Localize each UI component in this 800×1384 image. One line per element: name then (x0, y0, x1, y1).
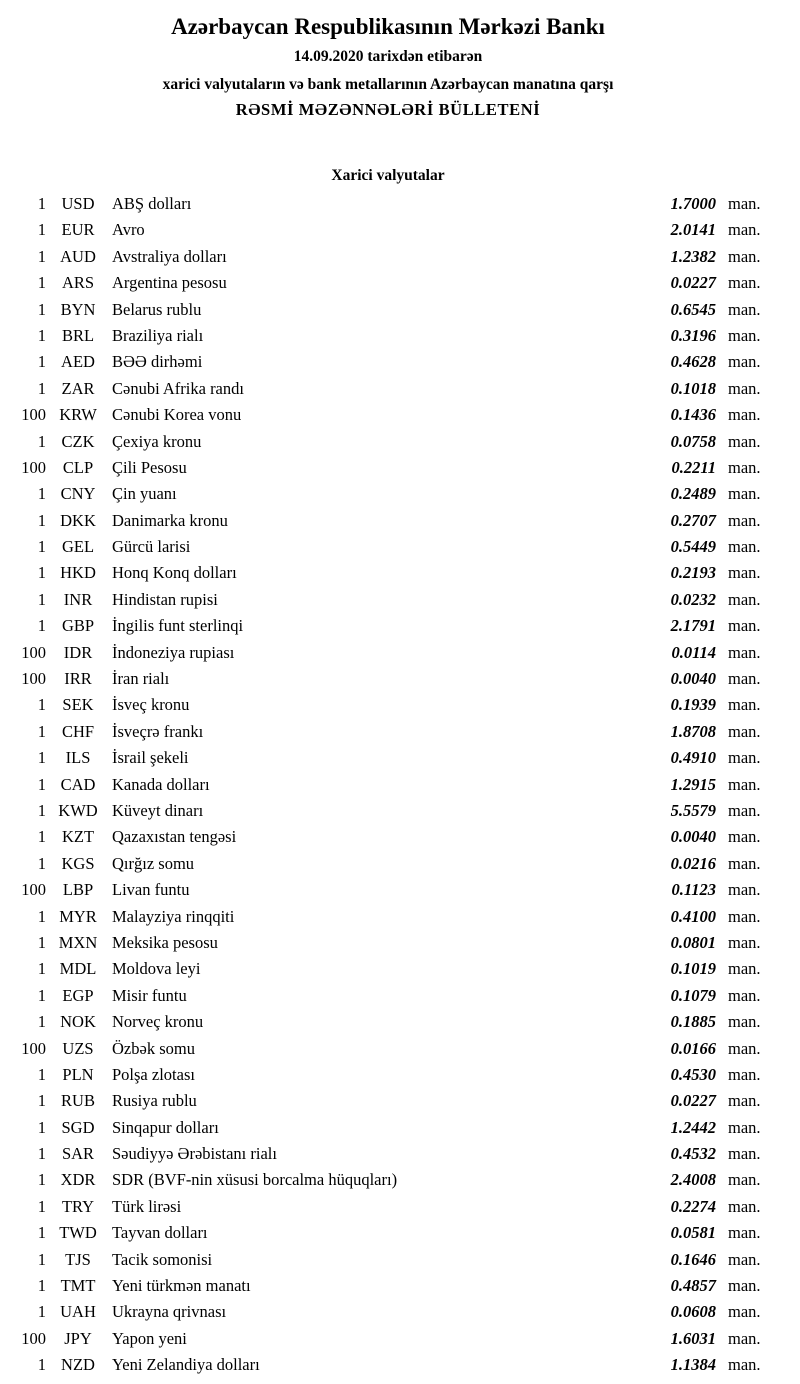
currency-name: Çin yuanı (112, 484, 177, 504)
unit-label: man. (728, 1064, 761, 1084)
quantity: 1 (37, 1249, 46, 1269)
unit-label: man. (728, 246, 761, 266)
unit-label: man. (728, 273, 761, 293)
unit-label: man. (728, 1223, 761, 1243)
quantity: 100 (21, 669, 46, 689)
currency-code: KZT (61, 827, 95, 847)
rate-row-usd (0, 191, 776, 217)
currency-name: Danimarka kronu (112, 510, 228, 530)
quantity: 1 (37, 1170, 46, 1190)
rate-row-uzs (0, 1036, 776, 1062)
unit-label: man. (728, 589, 761, 609)
exchange-rate: 0.4532 (670, 1144, 716, 1164)
currency-code: LBP (62, 880, 94, 900)
currency-code: MXN (58, 932, 98, 952)
currency-code: PLN (62, 1064, 94, 1084)
unit-label: man. (728, 1170, 761, 1190)
rate-row-kzt (0, 824, 776, 850)
currency-name: Yapon yeni (112, 1328, 187, 1348)
unit-label: man. (728, 484, 761, 504)
currency-name: BƏƏ dirhəmi (112, 352, 203, 372)
quantity: 1 (37, 721, 46, 741)
rate-row-zar (0, 376, 776, 402)
rate-row-cad (0, 772, 776, 798)
exchange-rate: 1.6031 (670, 1328, 716, 1348)
rate-row-tjs (0, 1247, 776, 1273)
unit-label: man. (728, 537, 761, 557)
unit-label: man. (728, 959, 761, 979)
unit-label: man. (728, 853, 761, 873)
currency-name: Hindistan rupisi (112, 589, 218, 609)
quantity: 1 (37, 325, 46, 345)
exchange-rate: 0.0040 (670, 827, 716, 847)
quantity: 100 (21, 880, 46, 900)
exchange-rate: 0.0040 (670, 669, 716, 689)
unit-label: man. (728, 906, 761, 926)
exchange-rate: 0.1646 (670, 1249, 716, 1269)
currency-code: KWD (58, 800, 98, 820)
quantity: 1 (37, 853, 46, 873)
quantity: 1 (37, 537, 46, 557)
quantity: 1 (37, 1196, 46, 1216)
rate-row-myr (0, 904, 776, 930)
exchange-rate: 5.5579 (670, 800, 716, 820)
unit-label: man. (728, 800, 761, 820)
currency-name: Rusiya rublu (112, 1091, 197, 1111)
quantity: 1 (37, 695, 46, 715)
unit-label: man. (728, 352, 761, 372)
exchange-rate: 0.4100 (670, 906, 716, 926)
currency-name: Moldova leyi (112, 959, 201, 979)
currency-name: Özbək somu (112, 1038, 195, 1058)
currency-name: İngilis funt sterlinqi (112, 616, 244, 636)
unit-label: man. (728, 1328, 761, 1348)
currency-code: TMT (60, 1276, 96, 1296)
exchange-rate: 0.2193 (670, 563, 716, 583)
exchange-rate: 0.1019 (670, 959, 716, 979)
currency-name: Misir funtu (112, 985, 187, 1005)
rate-row-gel (0, 534, 776, 560)
exchange-rate: 1.2382 (670, 246, 716, 266)
currency-code: UAH (60, 1302, 96, 1322)
unit-label: man. (728, 642, 761, 662)
currency-code: GEL (61, 537, 95, 557)
exchange-rate: 0.0801 (670, 932, 716, 952)
currency-name: Ukrayna qrivnası (112, 1302, 227, 1322)
quantity: 1 (37, 1302, 46, 1322)
rate-row-lbp (0, 877, 776, 903)
currency-code: SGD (61, 1117, 95, 1137)
unit-label: man. (728, 774, 761, 794)
currency-name: İsveçrə frankı (112, 721, 204, 741)
quantity: 100 (21, 1038, 46, 1058)
rate-row-chf (0, 719, 776, 745)
exchange-rate: 2.4008 (670, 1170, 716, 1190)
rate-row-nok (0, 1009, 776, 1035)
currency-code: SEK (62, 695, 94, 715)
quantity: 100 (21, 1328, 46, 1348)
currency-code: EGP (62, 985, 94, 1005)
quantity: 1 (37, 246, 46, 266)
rate-row-xdr (0, 1167, 776, 1193)
unit-label: man. (728, 325, 761, 345)
rate-row-inr (0, 587, 776, 613)
quantity: 1 (37, 906, 46, 926)
quantity: 1 (37, 748, 46, 768)
currency-code: IDR (63, 642, 93, 662)
exchange-rate: 0.2274 (670, 1196, 716, 1216)
exchange-rate: 0.4857 (670, 1276, 716, 1296)
exchange-rate: 0.4628 (670, 352, 716, 372)
currency-name: Cənubi Korea vonu (112, 405, 242, 425)
unit-label: man. (728, 563, 761, 583)
exchange-rate: 0.1123 (671, 880, 716, 900)
exchange-rate: 0.6545 (670, 299, 716, 319)
rate-row-sek (0, 692, 776, 718)
currency-name: ABŞ dolları (112, 194, 192, 213)
currency-code: XDR (60, 1170, 96, 1190)
quantity: 1 (37, 510, 46, 530)
exchange-rate: 1.2442 (670, 1117, 716, 1137)
rate-row-eur (0, 217, 776, 243)
currency-name: SDR (BVF-nin xüsusi borcalma hüquqları) (112, 1170, 398, 1190)
rate-row-kgs (0, 851, 776, 877)
exchange-rate: 0.5449 (670, 537, 716, 557)
currency-code: RUB (61, 1091, 95, 1111)
currency-name: Honq Konq dolları (112, 563, 237, 583)
unit-label: man. (728, 932, 761, 952)
unit-label: man. (728, 1196, 761, 1216)
currency-name: İsveç kronu (112, 695, 190, 715)
currency-name: Belarus rublu (112, 299, 202, 319)
currency-code: NOK (60, 1012, 96, 1032)
rate-row-ars (0, 270, 776, 296)
unit-label: man. (728, 431, 761, 451)
unit-label: man. (728, 220, 761, 240)
currency-code: CNY (60, 484, 96, 504)
quantity: 1 (37, 932, 46, 952)
quantity: 1 (37, 1223, 46, 1243)
exchange-rate: 0.1018 (670, 378, 716, 398)
currency-code: CAD (60, 774, 96, 794)
rate-row-mdl (0, 956, 776, 982)
currency-name: Sinqapur dolları (112, 1117, 219, 1137)
currency-name: Səudiyyə Ərəbistanı rialı (112, 1144, 277, 1164)
currency-code: KGS (61, 853, 95, 873)
currency-code: ZAR (61, 378, 95, 398)
currency-name: Malayziya rinqqiti (112, 906, 235, 926)
currency-name: Yeni Zelandiya dolları (112, 1355, 260, 1375)
quantity: 1 (37, 1355, 46, 1375)
quantity: 1 (37, 378, 46, 398)
currency-name: Tayvan dolları (112, 1223, 208, 1243)
rate-row-mxn (0, 930, 776, 956)
currency-code: UZS (62, 1038, 94, 1058)
rate-row-pln (0, 1062, 776, 1088)
quantity: 1 (37, 1117, 46, 1137)
quantity: 1 (37, 484, 46, 504)
quantity: 1 (37, 827, 46, 847)
rate-row-idr (0, 640, 776, 666)
exchange-rate: 0.0227 (670, 1091, 716, 1111)
currency-name: Norveç kronu (112, 1012, 204, 1032)
unit-label: man. (728, 1117, 761, 1137)
currency-code: USD (61, 194, 95, 213)
quantity: 1 (37, 1276, 46, 1296)
currency-code: ARS (61, 273, 95, 293)
exchange-rate: 1.7000 (670, 194, 716, 213)
currency-name: İsrail şekeli (112, 748, 189, 768)
effective-date-line: 14.09.2020 tarixdən etibarən (293, 48, 483, 65)
section-title-foreign-currencies: Xarici valyutalar (331, 167, 445, 184)
exchange-rate: 0.1939 (670, 695, 716, 715)
exchange-rate: 0.0166 (670, 1038, 716, 1058)
currency-code: JPY (64, 1328, 92, 1348)
currency-name: Braziliya rialı (112, 325, 204, 345)
quantity: 1 (37, 273, 46, 293)
currency-code: SAR (61, 1144, 95, 1164)
currency-name: Yeni türkmən manatı (112, 1276, 251, 1296)
exchange-rate: 0.0232 (670, 589, 716, 609)
currency-code: CZK (61, 431, 95, 451)
currency-code: AUD (60, 246, 96, 266)
currency-code: CHF (61, 721, 95, 741)
currency-code: TRY (61, 1196, 95, 1216)
quantity: 1 (37, 800, 46, 820)
rate-row-jpy (0, 1326, 776, 1352)
quantity: 100 (21, 457, 46, 477)
quantity: 1 (37, 589, 46, 609)
currency-name: Çexiya kronu (112, 431, 202, 451)
unit-label: man. (728, 1091, 761, 1111)
currency-code: DKK (60, 510, 96, 530)
currency-code: MDL (59, 959, 97, 979)
currency-code: AED (61, 352, 95, 372)
exchange-rate: 1.2915 (670, 774, 716, 794)
bulletin-title: RƏSMİ MƏZƏNNƏLƏRİ BÜLLETENİ (235, 100, 541, 119)
quantity: 1 (37, 1012, 46, 1032)
quantity: 100 (21, 642, 46, 662)
quantity: 1 (37, 1091, 46, 1111)
exchange-rate: 0.2211 (671, 457, 716, 477)
exchange-rate: 0.4910 (670, 748, 716, 768)
currency-code: ILS (65, 748, 91, 768)
exchange-rate: 1.1384 (670, 1355, 716, 1375)
rate-row-cny (0, 481, 776, 507)
quantity: 1 (37, 1144, 46, 1164)
quantity: 1 (37, 616, 46, 636)
rate-row-dkk (0, 508, 776, 534)
quantity: 1 (37, 985, 46, 1005)
quantity: 1 (37, 563, 46, 583)
unit-label: man. (728, 616, 761, 636)
rate-row-brl (0, 323, 776, 349)
exchange-rate: 0.0758 (670, 431, 716, 451)
quantity: 1 (37, 220, 46, 240)
currency-code: TJS (65, 1249, 91, 1269)
exchange-rate: 0.0581 (670, 1223, 716, 1243)
rate-row-ils (0, 745, 776, 771)
unit-label: man. (728, 299, 761, 319)
exchange-rate: 0.1079 (670, 985, 716, 1005)
unit-label: man. (728, 1038, 761, 1058)
unit-label: man. (728, 457, 761, 477)
rate-row-aud (0, 244, 776, 270)
currency-name: Türk lirəsi (112, 1196, 182, 1216)
rate-row-sar (0, 1141, 776, 1167)
currency-name: Cənubi Afrika randı (112, 378, 244, 398)
unit-label: man. (728, 1355, 761, 1375)
rate-row-tmt (0, 1273, 776, 1299)
bulletin-header (0, 14, 776, 120)
exchange-rate: 2.0141 (670, 220, 716, 240)
exchange-rate: 0.0216 (670, 853, 716, 873)
currency-code: NZD (61, 1355, 95, 1375)
unit-label: man. (728, 748, 761, 768)
rate-row-sgd (0, 1115, 776, 1141)
unit-label: man. (728, 378, 761, 398)
bulletin-subtitle: xarici valyutaların və bank metallarının Azərbaycan manatına qarşı (162, 76, 614, 93)
currency-code: INR (63, 589, 93, 609)
unit-label: man. (728, 880, 761, 900)
exchange-rate: 1.8708 (670, 721, 716, 741)
quantity: 1 (37, 194, 46, 213)
exchange-rate: 0.0608 (670, 1302, 716, 1322)
rate-row-twd (0, 1220, 776, 1246)
unit-label: man. (728, 1276, 761, 1296)
unit-label: man. (728, 721, 761, 741)
currency-name: Livan funtu (112, 880, 190, 900)
currency-name: Tacik somonisi (112, 1249, 213, 1269)
quantity: 1 (37, 1064, 46, 1084)
currency-code: GBP (61, 616, 95, 636)
quantity: 1 (37, 431, 46, 451)
rate-row-uah (0, 1299, 776, 1325)
unit-label: man. (728, 1012, 761, 1032)
quantity: 1 (37, 299, 46, 319)
quantity: 100 (21, 405, 46, 425)
rate-row-aed (0, 349, 776, 375)
exchange-rate: 0.2707 (670, 510, 716, 530)
unit-label: man. (728, 194, 761, 213)
currency-name: Kanada dolları (112, 774, 210, 794)
quantity: 1 (37, 959, 46, 979)
rate-row-clp (0, 455, 776, 481)
currency-code: MYR (59, 906, 97, 926)
rate-row-try (0, 1194, 776, 1220)
rate-row-hkd (0, 560, 776, 586)
exchange-rate: 0.2489 (670, 484, 716, 504)
rate-row-irr (0, 666, 776, 692)
currency-name: Argentina pesosu (112, 273, 227, 293)
rate-row-czk (0, 429, 776, 455)
unit-label: man. (728, 405, 761, 425)
bank-title: Azərbaycan Respublikasının Mərkəzi Bankı (171, 14, 605, 39)
currency-name: Qazaxıstan tengəsi (112, 827, 237, 847)
currency-code: IRR (64, 669, 92, 689)
currency-name: Avro (112, 220, 145, 240)
rate-row-nzd (0, 1352, 776, 1378)
rate-row-krw (0, 402, 776, 428)
exchange-rate: 2.1791 (670, 616, 716, 636)
exchange-rate: 0.1885 (670, 1012, 716, 1032)
currency-name: Gürcü larisi (112, 537, 191, 557)
rate-row-egp (0, 983, 776, 1009)
unit-label: man. (728, 1144, 761, 1164)
currency-name: Avstraliya dolları (112, 246, 227, 266)
currency-name: İran rialı (112, 669, 170, 689)
currency-name: Çili Pesosu (112, 457, 187, 477)
currency-code: EUR (61, 220, 95, 240)
currency-code: BRL (61, 325, 95, 345)
currency-code: HKD (60, 563, 96, 583)
currency-code: TWD (59, 1223, 97, 1243)
exchange-rate: 0.1436 (670, 405, 716, 425)
unit-label: man. (728, 985, 761, 1005)
quantity: 1 (37, 352, 46, 372)
exchange-rate: 0.3196 (670, 325, 716, 345)
unit-label: man. (728, 827, 761, 847)
rate-row-byn (0, 297, 776, 323)
unit-label: man. (728, 669, 761, 689)
currency-name: Küveyt dinarı (112, 800, 204, 820)
exchange-rate: 0.0227 (670, 273, 716, 293)
unit-label: man. (728, 1249, 761, 1269)
currency-name: Meksika pesosu (112, 932, 218, 952)
unit-label: man. (728, 695, 761, 715)
unit-label: man. (728, 1302, 761, 1322)
rate-row-gbp (0, 613, 776, 639)
unit-label: man. (728, 510, 761, 530)
rate-row-kwd (0, 798, 776, 824)
currency-name: İndoneziya rupiası (112, 642, 235, 662)
exchange-rate: 0.0114 (671, 642, 716, 662)
currency-code: BYN (60, 299, 96, 319)
quantity: 1 (37, 774, 46, 794)
rate-row-rub (0, 1088, 776, 1114)
currency-code: CLP (62, 457, 94, 477)
currency-name: Qırğız somu (112, 853, 195, 873)
currency-code: KRW (59, 405, 97, 425)
currency-name: Polşa zlotası (112, 1064, 195, 1084)
exchange-rates-table (0, 191, 776, 1379)
exchange-rate: 0.4530 (670, 1064, 716, 1084)
